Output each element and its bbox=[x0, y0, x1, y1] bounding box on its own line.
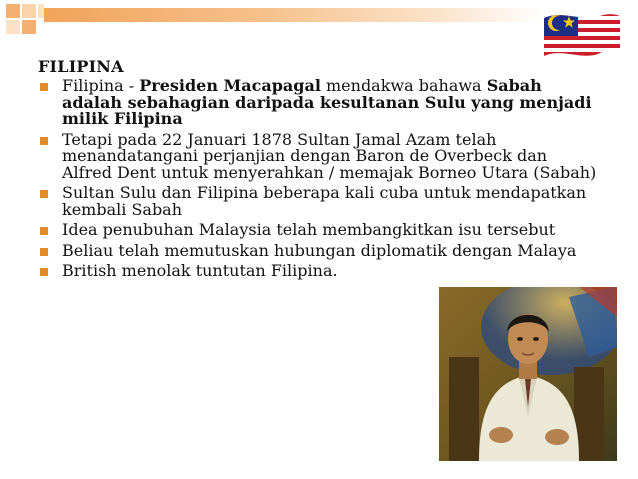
bullet-text: mendakwa bahawa bbox=[320, 76, 487, 95]
bullet-item bbox=[38, 222, 598, 239]
slide-heading: FILIPINA bbox=[38, 57, 124, 76]
slide-content bbox=[38, 57, 598, 284]
bullet-text: Tetapi pada 22 Januari 1878 Sultan Jamal Azam telah menandatangani perjanjian dengan Baron de Overbeck dan Alfred Dent untuk menyerahkan / memajak Borneo Utara (Sabah) bbox=[62, 129, 597, 182]
bullet-item bbox=[38, 78, 598, 128]
bullet-text-bold: Presiden Macapagal bbox=[139, 76, 321, 95]
header-gradient-bar bbox=[44, 8, 544, 22]
bullet-square-icon bbox=[40, 190, 48, 198]
decor-square bbox=[6, 4, 20, 18]
bullet-text-bold: Sabah adalah sebahagian daripada kesultanan Sulu yang menjadi milik Filipina bbox=[62, 76, 592, 128]
bullet-text: Idea penubuhan Malaysia telah membangkitkan isu tersebut bbox=[62, 220, 556, 239]
bullet-square-icon bbox=[40, 227, 48, 235]
portrait-image bbox=[439, 287, 617, 461]
bullet-item bbox=[38, 185, 598, 218]
bullet-item bbox=[38, 240, 598, 260]
bullet-text: Sultan Sulu dan Filipina beberapa kali cuba untuk mendapatkan kembali Sabah bbox=[62, 183, 587, 219]
malaysia-flag-icon bbox=[542, 10, 622, 60]
bullet-list bbox=[38, 78, 598, 280]
bullet-square-icon bbox=[40, 248, 48, 256]
bullet-text: British menolak tuntutan Filipina. bbox=[62, 261, 338, 280]
decor-square bbox=[6, 20, 20, 34]
decor-square bbox=[22, 20, 36, 34]
bullet-square-icon bbox=[40, 268, 48, 276]
bullet-square-icon bbox=[40, 83, 48, 91]
bullet-text: Filipina - bbox=[62, 76, 140, 95]
bullet-text: Beliau telah memutuskan hubungan diplomatik dengan Malaya bbox=[62, 240, 577, 260]
bullet-square-icon bbox=[40, 137, 48, 145]
bullet-item bbox=[38, 263, 598, 280]
decor-square bbox=[22, 4, 36, 18]
bullet-item bbox=[38, 129, 598, 182]
